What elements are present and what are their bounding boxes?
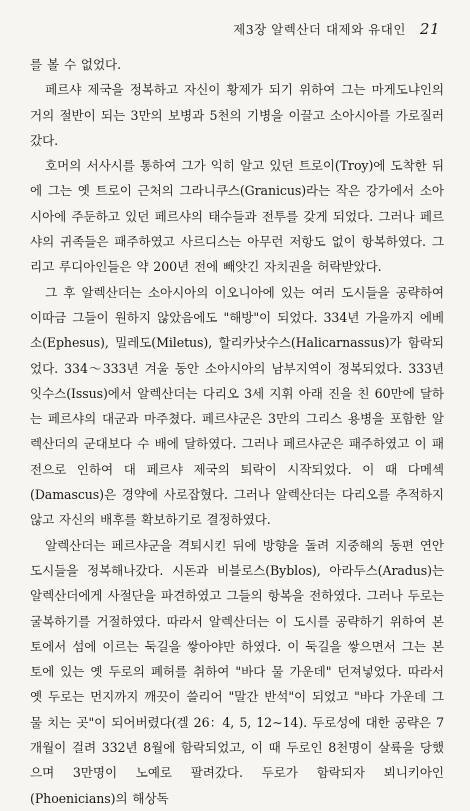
paragraph: 그 후 알렉산더는 소아시아의 이오니아에 있는 여러 도시들을 공략하여 이따금 그들이 원하지 않았음에도 "해방"이 되었다. 334년 가을까지 에베소(Ephesus), 밀레도(Miletus), 할리카낫수스(Halicarnassus)가 함락되었다. 334～333년 겨울 동안 소아시아의 남부지역이 정복되었다. 333년 잇수스(Issus)에서 알렉산더는 다리오 3세 지휘 아래 진을 친 60만에 달하는 페르샤의 대군과 마주쳤다. 페르샤군은 3만의 그리스 용병을 포함한 알렉산더의 군대보다 수 배에 달하였다. 그러나 페르샤군은 패주하였고 이 패전으로 인하여 대 페르샤 제국의 퇴락이 시작되었다. 이 때 다메섹(Damascus)은 경약에 사로잡혔다. 그러나 알렉산더는 다리오를 추적하지 않고 자신의 배후를 확보하기로 결정하였다. xyxy=(30,284,444,528)
running-title: 제3장 알렉산더 대제와 유대인 xyxy=(233,22,406,37)
paragraph: 호머의 서사시를 통하여 그가 익히 알고 있던 트로이(Troy)에 도착한 뒤에 그는 옛 트로이 근처의 그라니쿠스(Granicus)라는 작은 강가에서 소아시아에 주둔하고 있던 페르샤의 태수들과 전투를 갖게 되었다. 그러나 페르샤의 귀족들은 패주하였고 사르디스는 아무런 저항도 없이 항복하였다. 그리고 루디아인들은 약 200년 전에 빼앗긴 자치권을 허락받았다. xyxy=(30,158,444,275)
paragraph: 페르샤 제국을 정복하고 자신이 황제가 되기 위하여 그는 마게도냐인의 거의 절반이 되는 3만의 보병과 5천의 기병을 이끌고 소아시아를 가로질러 갔다. xyxy=(30,82,444,148)
paragraph: 를 볼 수 없었다. xyxy=(30,57,122,72)
paragraph: 알렉산더는 페르샤군을 격퇴시킨 뒤에 방향을 돌려 지중해의 동편 연안 도시들을 정복해나갔다. 시돈과 비블로스(Byblos), 아라두스(Aradus)는 알렉산더에게 사절단을 파견하였고 그들의 항복을 전하였다. 그러나 두로는 굴복하기를 거절하였다. 따라서 알렉산더는 이 도시를 공략하기 위하여 본토에서 섬에 이르는 둑길을 쌓아야만 하였다. 이 둑길을 쌓으면서 그는 본토에 있는 옛 두로의 폐허를 취하여 "바다 물 가운데" 던져넣었다. 따라서 옛 두로는 먼지까지 깨끗이 쓸리어 "말간 반석"이 되었고 "바다 가운데 그물 치는 곳"이 되어버렸다(겔 26：4, 5, 12∼14). 두로성에 대한 공략은 7개월이 걸려 332년 8월에 함락되었고, 이 때 두로인 8천명이 살륙을 당했으며 3만명이 노예로 팔려갔다. 두로가 함락되자 뵈니키아인(Phoenicians)의 해상독 xyxy=(30,537,444,806)
page-number: 21 xyxy=(419,20,440,38)
running-head xyxy=(30,20,444,38)
body-text xyxy=(30,52,444,811)
